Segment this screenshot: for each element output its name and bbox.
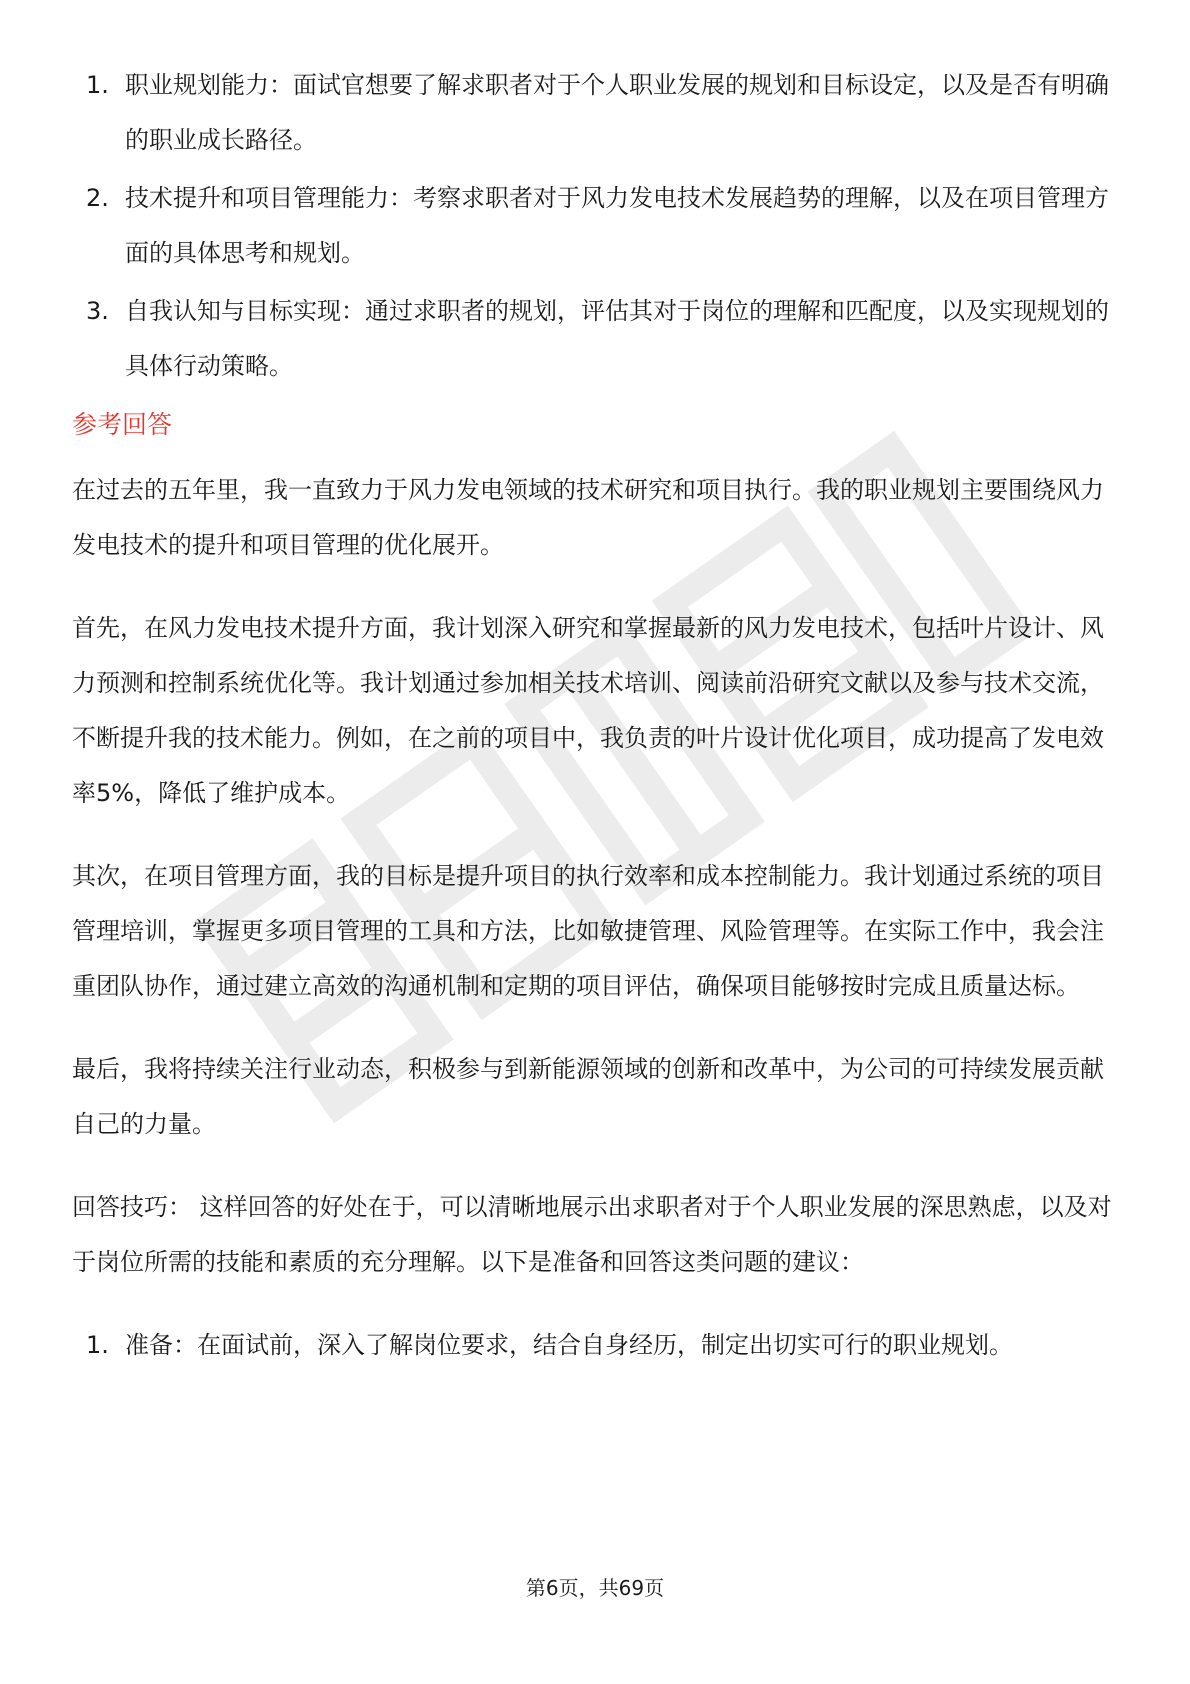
paragraph: 首先，在风力发电技术提升方面，我计划深入研究和掌握最新的风力发电技术，包括叶片设计、风力预测和控制系统优化等。我计划通过参加相关技术培训、阅读前沿研究文献以及参与技术交流，不断提升我的技术能力。例如，在之前的项目中，我负责的叶片设计优化项目，成功提高了发电效率5%，降低了维护成本。 — [72, 614, 1104, 807]
list-item-label: 自我认知与目标实现： — [125, 297, 365, 325]
list-item — [72, 58, 1122, 168]
page-footer: 第6页，共69页 — [525, 1576, 665, 1600]
list-number: 1. — [86, 71, 109, 99]
list-item-text: 通过求职者的规划，评估其对于岗位的理解和匹配度，以及实现规划的具体行动策略。 — [125, 297, 1109, 380]
list-item-label: 准备： — [125, 1331, 197, 1359]
list-item-text: 面试官想要了解求职者对于个人职业发展的规划和目标设定，以及是否有明确的职业成长路径。 — [125, 71, 1109, 154]
tips-list — [72, 1318, 1122, 1373]
paragraph: 最后，我将持续关注行业动态，积极参与到新能源领域的创新和改革中，为公司的可持续发展贡献自己的力量。 — [72, 1055, 1104, 1138]
list-number: 3. — [86, 297, 109, 325]
list-item-text: 考察求职者对于风力发电技术发展趋势的理解，以及在项目管理方面的具体思考和规划。 — [125, 184, 1109, 267]
list-item-label: 职业规划能力： — [125, 71, 293, 99]
list-item-text: 在面试前，深入了解岗位要求，结合自身经历，制定出切实可行的职业规划。 — [197, 1331, 1013, 1359]
intro-points-list — [72, 58, 1122, 394]
page-content — [72, 58, 1122, 1376]
paragraph: 其次，在项目管理方面，我的目标是提升项目的执行效率和成本控制能力。我计划通过系统的项目管理培训，掌握更多项目管理的工具和方法，比如敏捷管理、风险管理等。在实际工作中，我会注重团队协作，通过建立高效的沟通机制和定期的项目评估，确保项目能够按时完成且质量达标。 — [72, 862, 1104, 1000]
list-item-label: 技术提升和项目管理能力： — [125, 184, 413, 212]
paragraph: 回答技巧： 这样回答的好处在于，可以清晰地展示出求职者对于个人职业发展的深思熟虑，以及对于岗位所需的技能和素质的充分理解。以下是准备和回答这类问题的建议： — [72, 1193, 1112, 1276]
section-title: 参考回答 — [72, 410, 173, 439]
list-item — [72, 1318, 1122, 1373]
paragraph: 在过去的五年里，我一直致力于风力发电领域的技术研究和项目执行。我的职业规划主要围绕风力发电技术的提升和项目管理的优化展开。 — [72, 476, 1104, 559]
list-item — [72, 171, 1122, 281]
list-number: 1. — [86, 1331, 109, 1359]
list-number: 2. — [86, 184, 109, 212]
list-item — [72, 284, 1122, 394]
